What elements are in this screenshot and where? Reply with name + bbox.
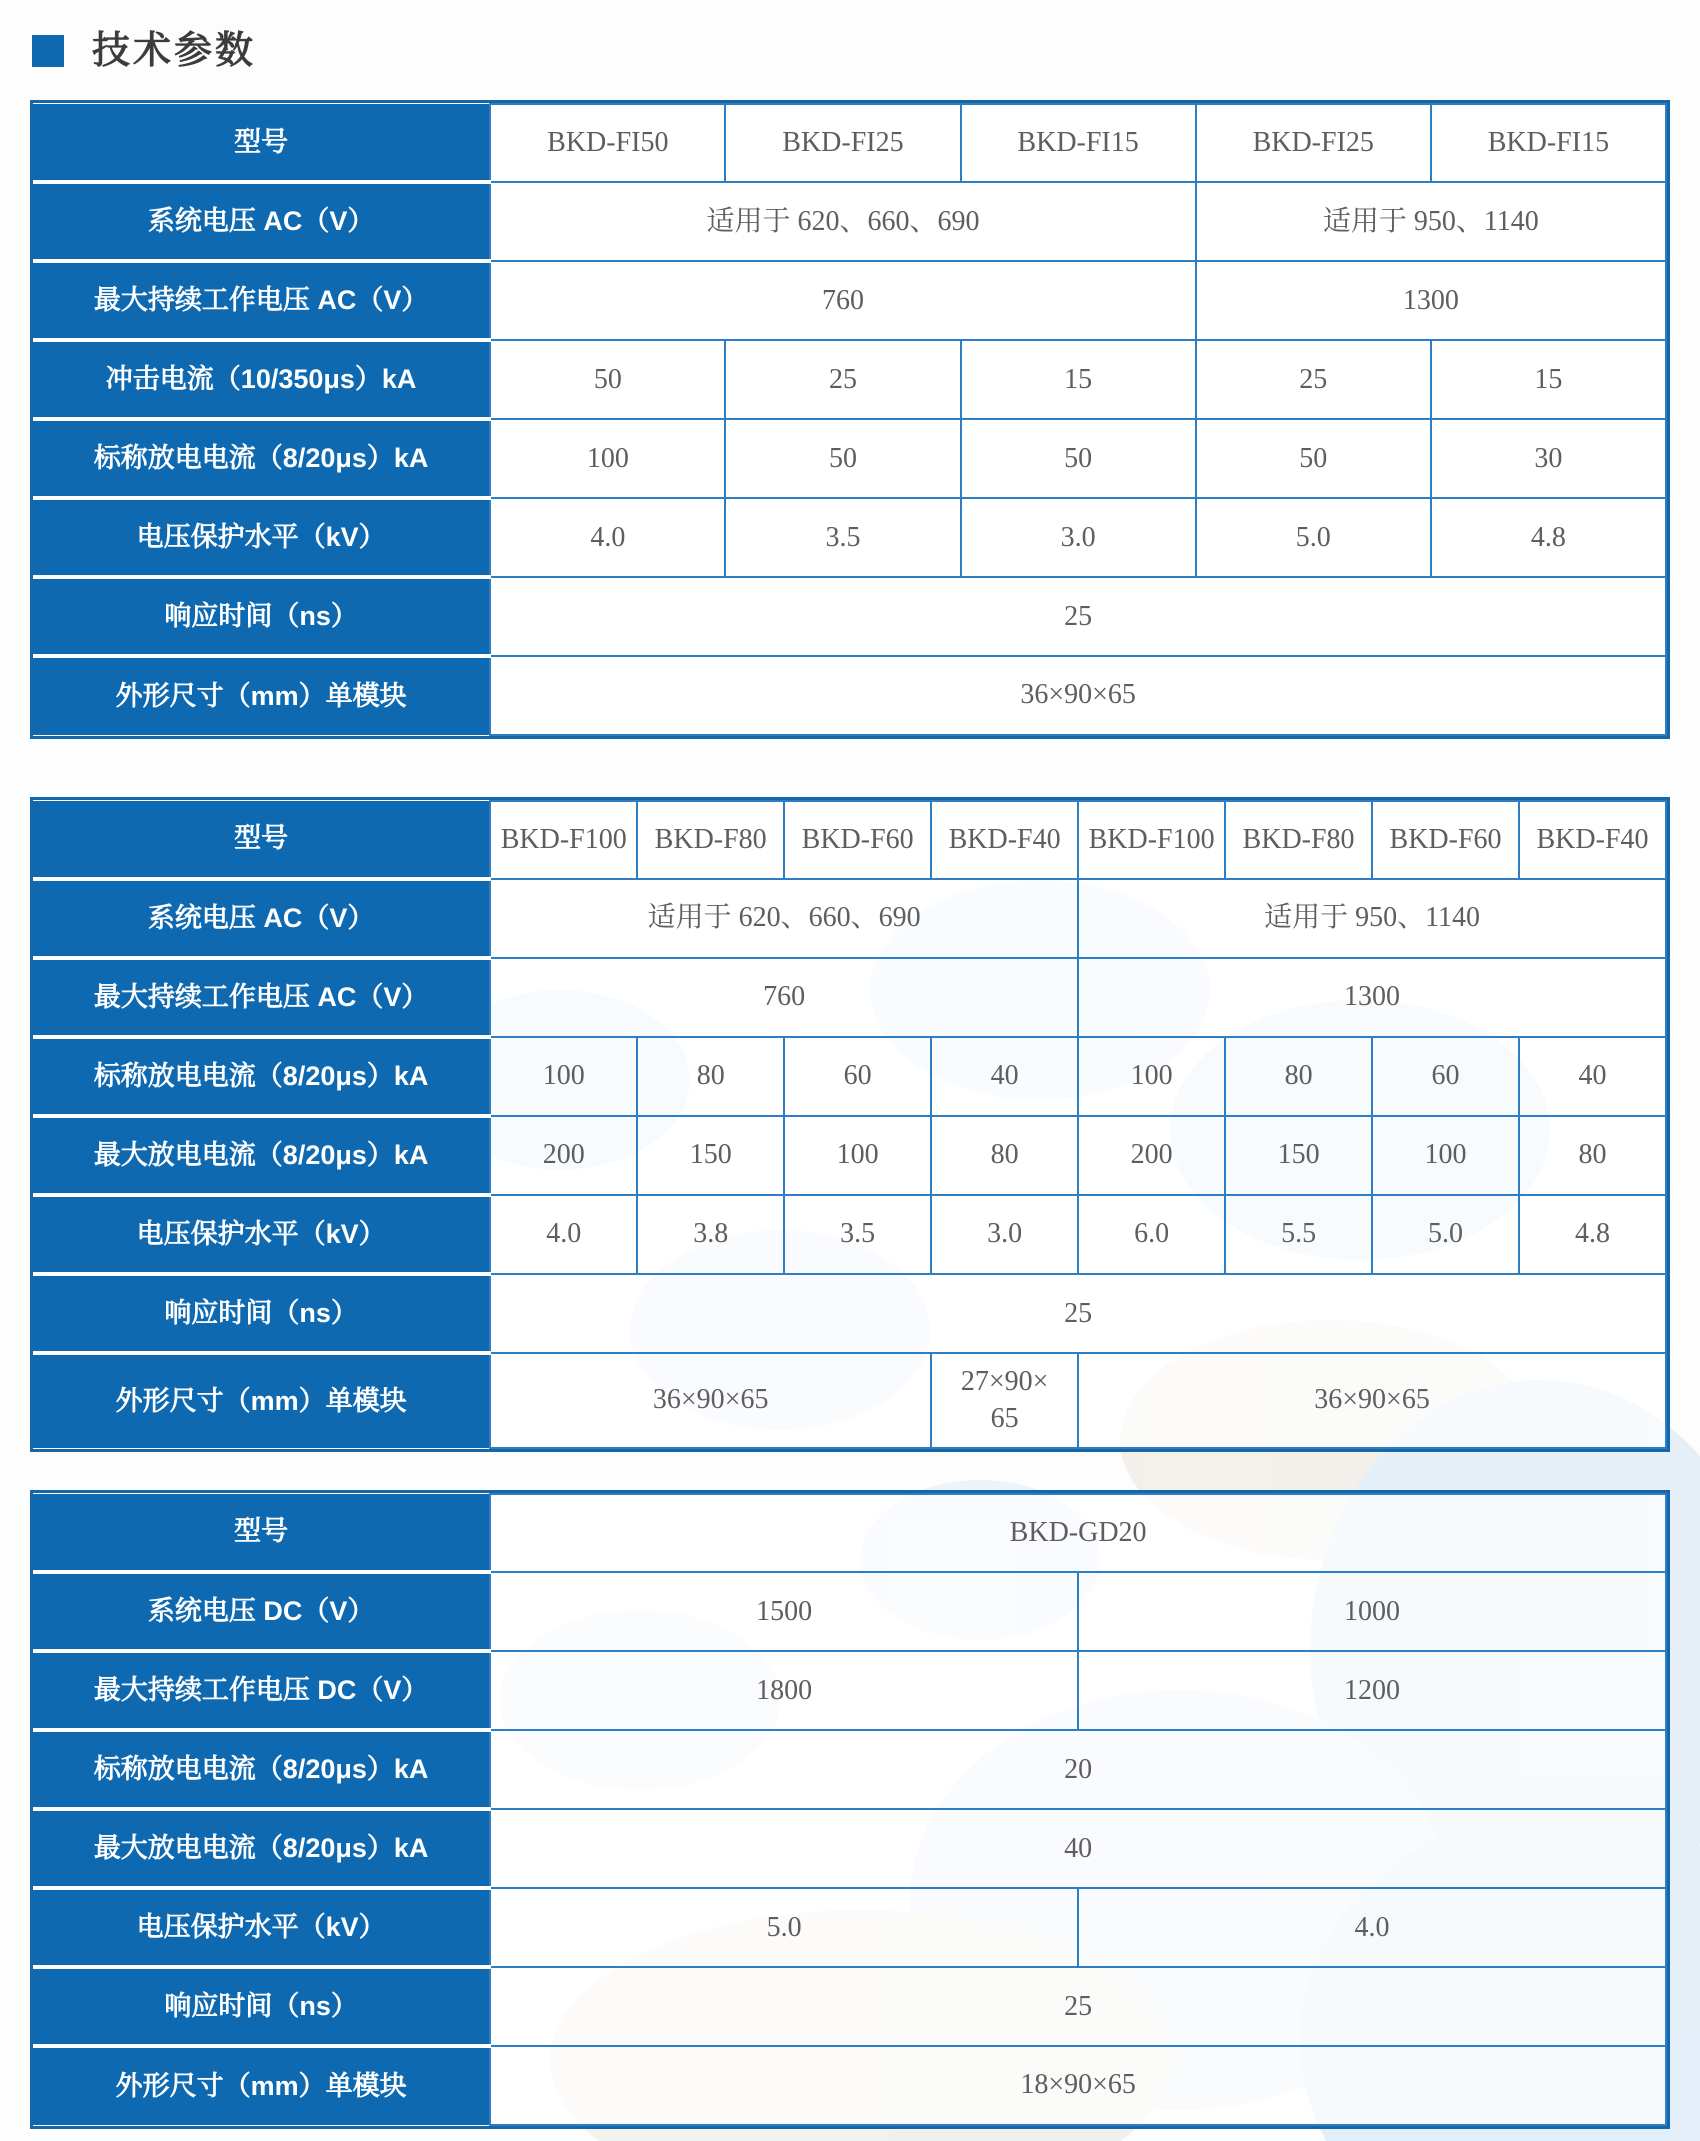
value-cell: 200 [490, 1116, 637, 1195]
table-row [33, 1494, 1666, 1572]
table-row [33, 801, 1666, 879]
value-cell: 4.0 [490, 498, 725, 577]
row-label: 标称放电电流（8/20μs）kA [33, 1730, 490, 1809]
model-cell: BKD-F60 [1372, 801, 1519, 879]
value-cell: 25 [490, 1967, 1666, 2046]
value-cell: 4.0 [490, 1195, 637, 1274]
value-cell: 50 [961, 419, 1196, 498]
row-label: 最大持续工作电压 DC（V） [33, 1651, 490, 1730]
spec-table-fi-series [33, 103, 1667, 736]
page-title: 技术参数 [92, 30, 257, 72]
model-cell: BKD-FI25 [725, 104, 960, 182]
row-label: 型号 [33, 104, 490, 182]
section-header [32, 32, 1670, 70]
value-cell: 760 [490, 261, 1195, 340]
row-label: 最大持续工作电压 AC（V） [33, 261, 490, 340]
row-label: 系统电压 AC（V） [33, 879, 490, 958]
value-cell: 1300 [1078, 958, 1666, 1037]
value-cell: 5.0 [490, 1888, 1078, 1967]
spec-table-f-series [30, 797, 1670, 1452]
row-label: 型号 [33, 801, 490, 879]
model-cell: BKD-F40 [931, 801, 1078, 879]
value-cell: 3.0 [931, 1195, 1078, 1274]
value-cell: 适用于 950、1140 [1196, 182, 1666, 261]
value-cell: 5.0 [1372, 1195, 1519, 1274]
value-cell: 适用于 950、1140 [1078, 879, 1666, 958]
value-cell: 1300 [1196, 261, 1666, 340]
value-cell: 适用于 620、660、690 [490, 182, 1195, 261]
value-cell: 50 [1196, 419, 1431, 498]
spec-table-gd-series [30, 1490, 1670, 2129]
table-row [33, 498, 1666, 577]
model-cell: BKD-F40 [1519, 801, 1666, 879]
value-cell: 150 [637, 1116, 784, 1195]
model-cell: BKD-FI15 [961, 104, 1196, 182]
value-cell: 27×90×65 [931, 1353, 1078, 1448]
spec-table-fi-series [30, 100, 1670, 739]
table-row [33, 1730, 1666, 1809]
value-cell: 20 [490, 1730, 1666, 1809]
value-cell: 25 [1196, 340, 1431, 419]
value-cell: 100 [490, 1037, 637, 1116]
row-label: 响应时间（ns） [33, 1274, 490, 1353]
spec-table-f-series [33, 800, 1667, 1449]
value-cell: 25 [725, 340, 960, 419]
table-row [33, 1353, 1666, 1448]
value-cell: 60 [1372, 1037, 1519, 1116]
row-label: 标称放电电流（8/20μs）kA [33, 419, 490, 498]
value-cell: 50 [490, 340, 725, 419]
value-cell: 150 [1225, 1116, 1372, 1195]
row-label: 外形尺寸（mm）单模块 [33, 656, 490, 734]
value-cell: 36×90×65 [490, 656, 1666, 734]
value-cell: 25 [490, 577, 1666, 656]
row-label: 电压保护水平（kV） [33, 1195, 490, 1274]
value-cell: 4.0 [1078, 1888, 1666, 1967]
row-label: 系统电压 DC（V） [33, 1572, 490, 1651]
value-cell: 4.8 [1519, 1195, 1666, 1274]
model-cell: BKD-F100 [1078, 801, 1225, 879]
model-cell: BKD-FI15 [1431, 104, 1666, 182]
table-row [33, 1572, 1666, 1651]
row-label: 外形尺寸（mm）单模块 [33, 1353, 490, 1448]
model-cell: BKD-F60 [784, 801, 931, 879]
row-label: 最大放电电流（8/20μs）kA [33, 1116, 490, 1195]
value-cell: 100 [784, 1116, 931, 1195]
table-row [33, 879, 1666, 958]
value-cell: 30 [1431, 419, 1666, 498]
value-cell: 80 [637, 1037, 784, 1116]
table-row [33, 419, 1666, 498]
table-row [33, 1651, 1666, 1730]
value-cell: 760 [490, 958, 1078, 1037]
value-cell: 15 [1431, 340, 1666, 419]
row-label: 标称放电电流（8/20μs）kA [33, 1037, 490, 1116]
value-cell: 100 [1078, 1037, 1225, 1116]
row-label: 电压保护水平（kV） [33, 498, 490, 577]
value-cell: 100 [490, 419, 725, 498]
table-row [33, 958, 1666, 1037]
value-cell: 4.8 [1431, 498, 1666, 577]
model-cell: BKD-FI50 [490, 104, 725, 182]
value-cell: 3.5 [725, 498, 960, 577]
table-row [33, 1195, 1666, 1274]
table-row [33, 1037, 1666, 1116]
table-row [33, 1967, 1666, 2046]
table-row [33, 1116, 1666, 1195]
row-label: 系统电压 AC（V） [33, 182, 490, 261]
value-cell: 3.8 [637, 1195, 784, 1274]
row-label: 冲击电流（10/350μs）kA [33, 340, 490, 419]
value-cell: 3.5 [784, 1195, 931, 1274]
table-row [33, 104, 1666, 182]
model-cell: BKD-F80 [1225, 801, 1372, 879]
value-cell: 40 [931, 1037, 1078, 1116]
table-row [33, 1274, 1666, 1353]
value-cell: 40 [1519, 1037, 1666, 1116]
table-row [33, 577, 1666, 656]
table-row [33, 340, 1666, 419]
value-cell: 15 [961, 340, 1196, 419]
value-cell: 25 [490, 1274, 1666, 1353]
model-cell: BKD-F80 [637, 801, 784, 879]
row-label: 最大持续工作电压 AC（V） [33, 958, 490, 1037]
table-row [33, 182, 1666, 261]
table-row [33, 656, 1666, 734]
row-label: 型号 [33, 1494, 490, 1572]
value-cell: 60 [784, 1037, 931, 1116]
value-cell: 1000 [1078, 1572, 1666, 1651]
model-cell: BKD-FI25 [1196, 104, 1431, 182]
table-row [33, 1809, 1666, 1888]
value-cell: 100 [1372, 1116, 1519, 1195]
value-cell: 1200 [1078, 1651, 1666, 1730]
table-row [33, 2046, 1666, 2124]
value-cell: 1800 [490, 1651, 1078, 1730]
value-cell: 3.0 [961, 498, 1196, 577]
table-row [33, 1888, 1666, 1967]
value-cell: 18×90×65 [490, 2046, 1666, 2124]
value-cell: 200 [1078, 1116, 1225, 1195]
model-cell: BKD-F100 [490, 801, 637, 879]
value-cell: 36×90×65 [490, 1353, 931, 1448]
spec-table-gd-series [33, 1493, 1667, 2126]
value-cell: 适用于 620、660、690 [490, 879, 1078, 958]
value-cell: 5.0 [1196, 498, 1431, 577]
value-cell: 80 [1519, 1116, 1666, 1195]
row-label: 响应时间（ns） [33, 577, 490, 656]
row-label: 外形尺寸（mm）单模块 [33, 2046, 490, 2124]
value-cell: 36×90×65 [1078, 1353, 1666, 1448]
value-cell: 1500 [490, 1572, 1078, 1651]
row-label: 响应时间（ns） [33, 1967, 490, 2046]
value-cell: 40 [490, 1809, 1666, 1888]
value-cell: 5.5 [1225, 1195, 1372, 1274]
value-cell: 80 [931, 1116, 1078, 1195]
table-row [33, 261, 1666, 340]
value-cell: 6.0 [1078, 1195, 1225, 1274]
row-label: 最大放电电流（8/20μs）kA [33, 1809, 490, 1888]
model-cell: BKD-GD20 [490, 1494, 1666, 1572]
value-cell: 80 [1225, 1037, 1372, 1116]
value-cell: 50 [725, 419, 960, 498]
row-label: 电压保护水平（kV） [33, 1888, 490, 1967]
section-marker-icon [32, 35, 64, 67]
